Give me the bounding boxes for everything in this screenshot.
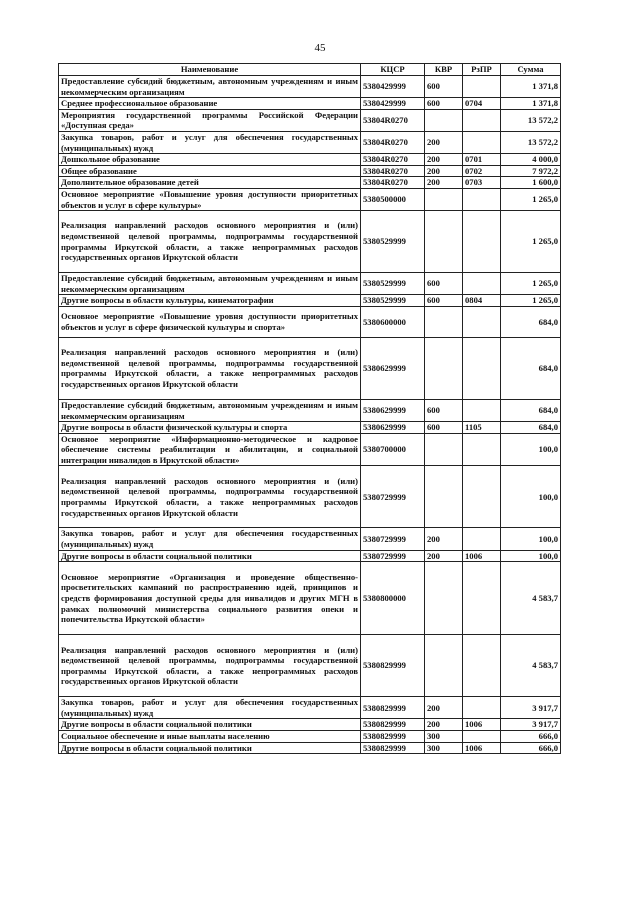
cell-kcsr: 53804R0270: [361, 154, 425, 166]
cell-rzpr: [463, 76, 501, 98]
cell-rzpr: [463, 562, 501, 635]
cell-kvr: 600: [425, 76, 463, 98]
cell-name: Реализация направлений расходов основного мероприятия и (или) ведомственной целевой программы, подпрограммы государственной программы Иркутской области, а также непрограммных расходов государственных органов Иркутской области: [59, 337, 361, 399]
cell-kcsr: 5380829999: [361, 742, 425, 754]
cell-name: Предоставление субсидий бюджетным, автономным учреждениям и иным некоммерческим организациям: [59, 273, 361, 295]
table-row: [59, 466, 561, 528]
cell-kvr: 600: [425, 295, 463, 307]
cell-kvr: 600: [425, 273, 463, 295]
cell-name: Дополнительное образование детей: [59, 177, 361, 189]
cell-kcsr: 5380729999: [361, 528, 425, 550]
cell-kcsr: 53804R0270: [361, 177, 425, 189]
header-row: [59, 64, 561, 76]
table-row: [59, 697, 561, 719]
cell-name: Закупка товаров, работ и услуг для обеспечения государственных (муниципальных) нужд: [59, 131, 361, 153]
cell-name: Другие вопросы в области культуры, кинематографии: [59, 295, 361, 307]
cell-kcsr: 5380700000: [361, 433, 425, 466]
table-row: [59, 731, 561, 743]
table-row: [59, 337, 561, 399]
table-row: [59, 165, 561, 177]
table-row: [59, 109, 561, 131]
header-sum: Сумма: [501, 64, 561, 76]
cell-sum: 13 572,2: [501, 109, 561, 131]
cell-name: Другие вопросы в области социальной политики: [59, 550, 361, 562]
cell-kvr: 600: [425, 98, 463, 110]
cell-kvr: [425, 562, 463, 635]
cell-sum: 13 572,2: [501, 131, 561, 153]
cell-name: Основное мероприятие «Информационно-методическое и кадровое обеспечение системы реабилитации и абилитации, и социальной интеграции инвалидов в Иркутской области»: [59, 433, 361, 466]
cell-rzpr: 1006: [463, 742, 501, 754]
cell-rzpr: [463, 466, 501, 528]
cell-sum: 3 917,7: [501, 719, 561, 731]
cell-sum: 1 265,0: [501, 211, 561, 273]
cell-name: Другие вопросы в области социальной политики: [59, 719, 361, 731]
cell-name: Среднее профессиональное образование: [59, 98, 361, 110]
cell-kcsr: 5380829999: [361, 731, 425, 743]
cell-kvr: 200: [425, 154, 463, 166]
cell-name: Реализация направлений расходов основного мероприятия и (или) ведомственной целевой программы, подпрограммы государственной программы Иркутской области, а также непрограммных расходов государственных органов Иркутской области: [59, 635, 361, 697]
cell-rzpr: [463, 731, 501, 743]
cell-name: Другие вопросы в области физической культуры и спорта: [59, 422, 361, 434]
cell-name: Общее образование: [59, 165, 361, 177]
table-row: [59, 562, 561, 635]
cell-name: Основное мероприятие «Повышение уровня доступности приоритетных объектов и услуг в сфере культуры»: [59, 188, 361, 210]
page-number: 45: [314, 42, 326, 54]
cell-rzpr: [463, 109, 501, 131]
cell-kvr: 300: [425, 731, 463, 743]
table-row: [59, 399, 561, 421]
table-row: [59, 295, 561, 307]
cell-sum: 684,0: [501, 337, 561, 399]
cell-sum: 1 265,0: [501, 188, 561, 210]
table-row: [59, 188, 561, 210]
cell-name: Социальное обеспечение и иные выплаты населению: [59, 731, 361, 743]
header-name: Наименование: [59, 64, 361, 76]
cell-kvr: 200: [425, 131, 463, 153]
cell-rzpr: 0701: [463, 154, 501, 166]
cell-name: Мероприятия государственной программы Российской Федерации «Доступная среда»: [59, 109, 361, 131]
cell-kcsr: 5380829999: [361, 697, 425, 719]
cell-kvr: [425, 433, 463, 466]
cell-sum: 7 972,2: [501, 165, 561, 177]
cell-sum: 4 583,7: [501, 635, 561, 697]
cell-sum: 684,0: [501, 422, 561, 434]
cell-sum: 684,0: [501, 306, 561, 337]
cell-name: Реализация направлений расходов основного мероприятия и (или) ведомственной целевой программы, подпрограммы государственной программы Иркутской области, а также непрограммных расходов государственных органов Иркутской области: [59, 466, 361, 528]
table-row: [59, 76, 561, 98]
cell-rzpr: [463, 337, 501, 399]
cell-kvr: 200: [425, 528, 463, 550]
table-row: [59, 719, 561, 731]
cell-sum: 666,0: [501, 731, 561, 743]
cell-kvr: 300: [425, 742, 463, 754]
cell-kvr: 600: [425, 422, 463, 434]
budget-table: [58, 63, 561, 754]
cell-kcsr: 5380429999: [361, 98, 425, 110]
cell-kcsr: 5380429999: [361, 76, 425, 98]
cell-sum: 100,0: [501, 433, 561, 466]
cell-sum: 1 371,8: [501, 76, 561, 98]
cell-kcsr: 5380729999: [361, 550, 425, 562]
cell-kvr: [425, 211, 463, 273]
cell-kvr: [425, 188, 463, 210]
cell-sum: 4 583,7: [501, 562, 561, 635]
table-row: [59, 433, 561, 466]
cell-kcsr: 5380829999: [361, 635, 425, 697]
cell-kcsr: 5380829999: [361, 719, 425, 731]
cell-kvr: [425, 635, 463, 697]
table-row: [59, 154, 561, 166]
cell-kvr: 200: [425, 719, 463, 731]
cell-rzpr: [463, 399, 501, 421]
cell-name: Предоставление субсидий бюджетным, автономным учреждениям и иным некоммерческим организациям: [59, 76, 361, 98]
header-kcsr: КЦСР: [361, 64, 425, 76]
cell-name: Основное мероприятие «Организация и проведение общественно-просветительских кампаний по распространению идей, принципов и средств формирования доступной среды для инвалидов и других МГН в рамках полномочий министерства социального развития опеки и попечительства Иркутской области»: [59, 562, 361, 635]
cell-kvr: 200: [425, 165, 463, 177]
cell-kcsr: 5380529999: [361, 295, 425, 307]
cell-rzpr: 1105: [463, 422, 501, 434]
cell-rzpr: 0703: [463, 177, 501, 189]
cell-kcsr: 5380629999: [361, 399, 425, 421]
table-header: [59, 64, 561, 76]
table-body: [59, 76, 561, 754]
cell-name: Закупка товаров, работ и услуг для обеспечения государственных (муниципальных) нужд: [59, 697, 361, 719]
cell-rzpr: [463, 635, 501, 697]
cell-kcsr: 5380529999: [361, 273, 425, 295]
cell-kvr: [425, 109, 463, 131]
cell-rzpr: 0704: [463, 98, 501, 110]
cell-sum: 666,0: [501, 742, 561, 754]
cell-rzpr: 1006: [463, 550, 501, 562]
cell-rzpr: [463, 273, 501, 295]
cell-kcsr: 53804R0270: [361, 131, 425, 153]
table-row: [59, 742, 561, 754]
cell-rzpr: [463, 697, 501, 719]
cell-rzpr: [463, 306, 501, 337]
table-row: [59, 211, 561, 273]
cell-kvr: [425, 306, 463, 337]
cell-kvr: 200: [425, 177, 463, 189]
cell-kcsr: 5380500000: [361, 188, 425, 210]
cell-sum: 100,0: [501, 528, 561, 550]
cell-kcsr: 5380629999: [361, 422, 425, 434]
table-row: [59, 306, 561, 337]
cell-kcsr: 5380529999: [361, 211, 425, 273]
table-row: [59, 635, 561, 697]
cell-kcsr: 5380800000: [361, 562, 425, 635]
table-row: [59, 131, 561, 153]
cell-rzpr: [463, 211, 501, 273]
cell-sum: 100,0: [501, 466, 561, 528]
cell-name: Другие вопросы в области социальной политики: [59, 742, 361, 754]
cell-kcsr: 53804R0270: [361, 109, 425, 131]
cell-rzpr: [463, 433, 501, 466]
cell-kvr: 600: [425, 399, 463, 421]
cell-kvr: 200: [425, 550, 463, 562]
cell-kvr: [425, 466, 463, 528]
cell-kcsr: 5380629999: [361, 337, 425, 399]
cell-name: Дошкольное образование: [59, 154, 361, 166]
cell-rzpr: 0804: [463, 295, 501, 307]
cell-kvr: [425, 337, 463, 399]
cell-kcsr: 5380600000: [361, 306, 425, 337]
cell-name: Закупка товаров, работ и услуг для обеспечения государственных (муниципальных) нужд: [59, 528, 361, 550]
cell-name: Основное мероприятие «Повышение уровня доступности приоритетных объектов и услуг в сфере физической культуры и спорта»: [59, 306, 361, 337]
cell-rzpr: [463, 188, 501, 210]
table-row: [59, 273, 561, 295]
cell-sum: 1 600,0: [501, 177, 561, 189]
cell-sum: 1 371,8: [501, 98, 561, 110]
cell-rzpr: [463, 131, 501, 153]
cell-name: Предоставление субсидий бюджетным, автономным учреждениям и иным некоммерческим организациям: [59, 399, 361, 421]
table-row: [59, 98, 561, 110]
cell-kcsr: 5380729999: [361, 466, 425, 528]
table-row: [59, 550, 561, 562]
cell-sum: 3 917,7: [501, 697, 561, 719]
cell-name: Реализация направлений расходов основного мероприятия и (или) ведомственной целевой программы, подпрограммы государственной программы Иркутской области, а также непрограммных расходов государственных органов Иркутской области: [59, 211, 361, 273]
cell-kvr: 200: [425, 697, 463, 719]
header-rzpr: РзПР: [463, 64, 501, 76]
table-row: [59, 177, 561, 189]
cell-sum: 4 000,0: [501, 154, 561, 166]
cell-rzpr: [463, 528, 501, 550]
cell-sum: 684,0: [501, 399, 561, 421]
cell-sum: 1 265,0: [501, 295, 561, 307]
header-kvr: КВР: [425, 64, 463, 76]
cell-kcsr: 53804R0270: [361, 165, 425, 177]
cell-rzpr: 1006: [463, 719, 501, 731]
cell-rzpr: 0702: [463, 165, 501, 177]
table-row: [59, 422, 561, 434]
cell-sum: 1 265,0: [501, 273, 561, 295]
table-row: [59, 528, 561, 550]
cell-sum: 100,0: [501, 550, 561, 562]
